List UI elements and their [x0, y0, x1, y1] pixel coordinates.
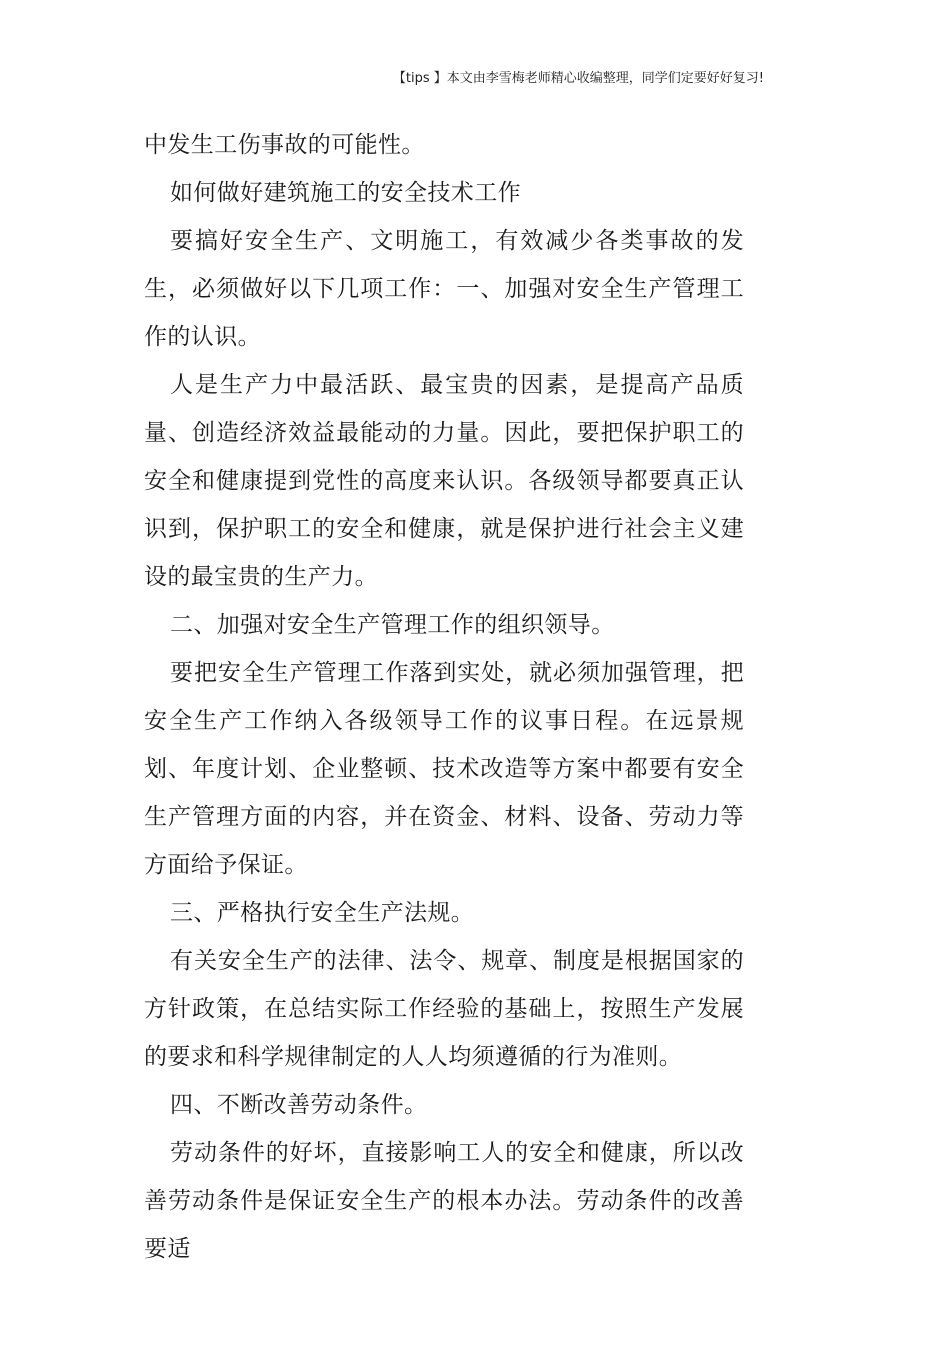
section-heading-4: 四、不断改善劳动条件。	[170, 1092, 428, 1118]
paragraph-continuation: 中发生工伤事故的可能性。	[144, 132, 425, 158]
paragraph: 劳动条件的好坏，直接影响工人的安全和健康，所以改善劳动条件是保证安全生产的根本办法。劳动条件的改善要适	[144, 1140, 744, 1262]
paragraph: 有关安全生产的法律、法令、规章、制度是根据国家的方针政策，在总结实际工作经验的基础上，按照生产发展的要求和科学规律制定的人人均须遵循的行为准则。	[144, 948, 744, 1070]
header-tips-note: 【tips 】本文由李雪梅老师精心收编整理，同学们定要好好复习!	[392, 71, 764, 86]
section-heading-3: 三、严格执行安全生产法规。	[170, 900, 475, 926]
section-heading-2: 二、加强对安全生产管理工作的组织领导。	[170, 612, 615, 638]
section-title: 如何做好建筑施工的安全技术工作	[170, 180, 521, 206]
paragraph: 人是生产力中最活跃、最宝贵的因素，是提高产品质量、创造经济效益最能动的力量。因此，要把保护职工的安全和健康提到党性的高度来认识。各级领导都要真正认识到，保护职工的安全和健康，就是保护进行社会主义建设的最宝贵的生产力。	[144, 372, 744, 590]
paragraph: 要搞好安全生产、文明施工，有效减少各类事故的发生，必须做好以下几项工作：一、加强对安全生产管理工作的认识。	[144, 228, 744, 350]
document-body	[144, 121, 744, 1273]
paragraph: 要把安全生产管理工作落到实处，就必须加强管理，把安全生产工作纳入各级领导工作的议事日程。在远景规划、年度计划、企业整顿、技术改造等方案中都要有安全生产管理方面的内容，并在资金、材料、设备、劳动力等方面给予保证。	[144, 660, 744, 878]
